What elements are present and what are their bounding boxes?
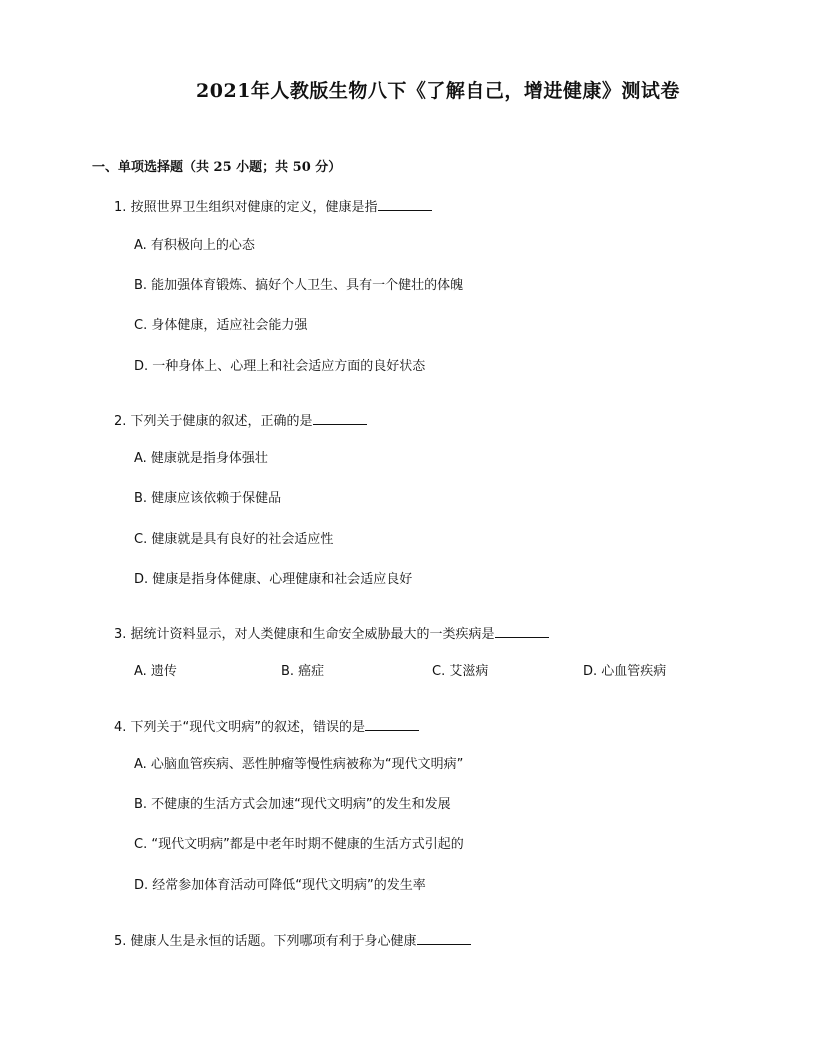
option-2d: D. 健康是指身体健康、心理健康和社会适应良好 — [134, 572, 413, 587]
section-heading: 一、单项选择题（共 25 小题；共 50 分） — [92, 160, 342, 175]
option-3c: C. 艾滋病 — [432, 664, 489, 679]
option-4b: B. 不健康的生活方式会加速“现代文明病”的发生和发展 — [134, 797, 451, 812]
option-3b: B. 癌症 — [281, 664, 325, 679]
option-2b: B. 健康应该依赖于保健品 — [134, 491, 282, 506]
question-stem: 5. 健康人生是永恒的话题。下列哪项有利于身心健康 — [114, 934, 417, 949]
question-1 — [114, 196, 432, 215]
question-stem: 3. 据统计资料显示，对人类健康和生命安全威胁最大的一类疾病是 — [114, 627, 495, 642]
answer-blank — [417, 932, 471, 945]
question-stem: 2. 下列关于健康的叙述，正确的是 — [114, 414, 313, 429]
option-2c: C. 健康就是具有良好的社会适应性 — [134, 532, 334, 547]
option-1d: D. 一种身体上、心理上和社会适应方面的良好状态 — [134, 359, 426, 374]
option-1c: C. 身体健康，适应社会能力强 — [134, 318, 308, 333]
question-5 — [114, 930, 471, 949]
option-4d: D. 经常参加体育活动可降低“现代文明病”的发生率 — [134, 878, 426, 893]
option-3d: D. 心血管疾病 — [583, 664, 667, 679]
question-2 — [114, 410, 367, 429]
option-3a: A. 遗传 — [134, 664, 177, 679]
option-4c: C. “现代文明病”都是中老年时期不健康的生活方式引起的 — [134, 837, 464, 852]
question-stem: 1. 按照世界卫生组织对健康的定义，健康是指 — [114, 200, 378, 215]
answer-blank — [365, 718, 419, 731]
question-stem: 4. 下列关于“现代文明病”的叙述，错误的是 — [114, 720, 366, 735]
option-2a: A. 健康就是指身体强壮 — [134, 451, 268, 466]
answer-blank — [495, 625, 549, 638]
answer-blank — [378, 198, 432, 211]
question-4 — [114, 716, 419, 735]
page-title: 2021年人教版生物八下《了解自己，增进健康》测试卷 — [196, 80, 680, 102]
option-1a: A. 有积极向上的心态 — [134, 238, 255, 253]
question-3 — [114, 623, 549, 642]
answer-blank — [313, 412, 367, 425]
option-4a: A. 心脑血管疾病、恶性肿瘤等慢性病被称为“现代文明病” — [134, 757, 464, 772]
option-1b: B. 能加强体育锻炼、搞好个人卫生、具有一个健壮的体魄 — [134, 278, 464, 293]
